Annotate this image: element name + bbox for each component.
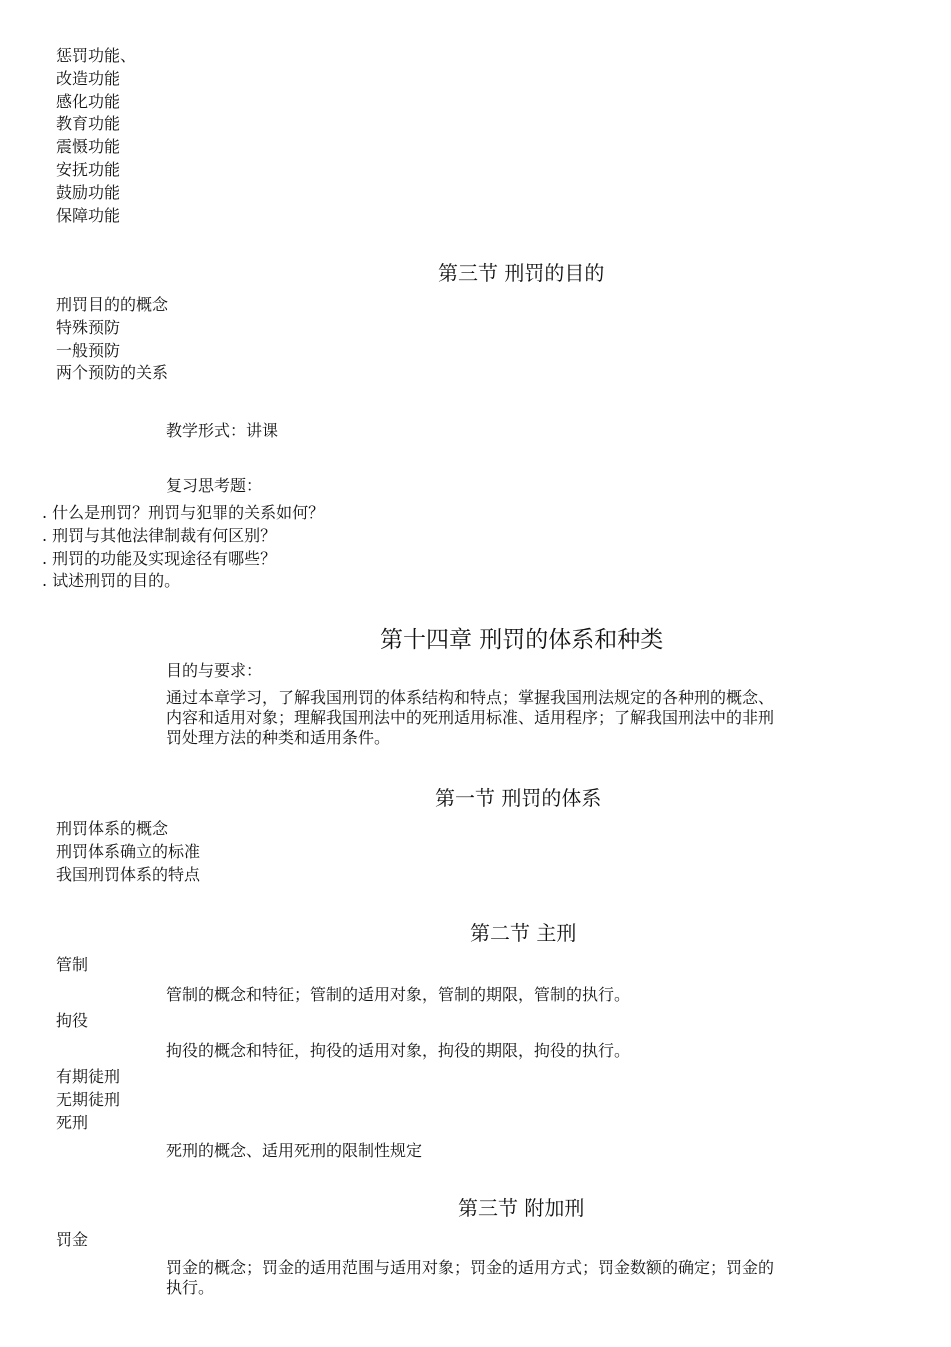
term-juyi: 拘役 <box>56 1011 89 1030</box>
system-list <box>56 818 200 886</box>
goal-label: 目的与要求： <box>166 661 263 680</box>
section-heading-purpose: 第三节 刑罚的目的 <box>438 261 605 285</box>
question-item: . 试述刑罚的目的。 <box>42 571 181 591</box>
question-item: . 刑罚的功能及实现途径有哪些？ <box>42 548 277 568</box>
paragraph-line: 执行。 <box>166 1278 215 1297</box>
section-heading-system: 第一节 刑罚的体系 <box>435 786 602 810</box>
review-questions <box>42 502 324 593</box>
chapter-title: 第十四章 刑罚的体系和种类 <box>380 627 664 653</box>
list-item: 保障功能 <box>56 205 121 225</box>
list-item: 特殊预防 <box>56 317 121 337</box>
section-heading-principal: 第二节 主刑 <box>470 921 577 945</box>
list-item: 有期徒刑 <box>56 1067 121 1086</box>
principal-list <box>56 1066 120 1134</box>
list-item: 震慑功能 <box>56 137 121 157</box>
paragraph-line: 内容和适用对象；理解我国刑法中的死刑适用标准、适用程序；了解我国刑法中的非刑 <box>166 708 775 727</box>
list-item: 刑罚体系的概念 <box>56 819 169 838</box>
list-item: 鼓励功能 <box>56 182 121 202</box>
juyi-description: 拘役的概念和特征，拘役的适用对象，拘役的期限，拘役的执行。 <box>166 1041 631 1060</box>
question-item: . 刑罚与其他法律制裁有何区别？ <box>42 525 277 545</box>
paragraph-line: 通过本章学习，了解我国刑罚的体系结构和特点；掌握我国刑法规定的各种刑的概念、 <box>166 688 775 707</box>
list-item: 我国刑罚体系的特点 <box>56 864 201 884</box>
list-item: 感化功能 <box>56 91 121 111</box>
functions-list <box>56 45 136 227</box>
question-item: . 什么是刑罚？刑罚与犯罪的关系如何？ <box>42 503 325 522</box>
section-heading-supplementary: 第三节 附加刑 <box>458 1196 585 1220</box>
list-item: 安抚功能 <box>56 159 121 179</box>
list-item: 刑罚目的的概念 <box>56 295 169 314</box>
list-item: 死刑 <box>56 1112 89 1132</box>
list-item: 教育功能 <box>56 114 121 134</box>
paragraph-line: 罚处理方法的种类和适用条件。 <box>166 728 391 747</box>
list-item: 改造功能 <box>56 68 121 88</box>
paragraph-line: 罚金的概念；罚金的适用范围与适用对象；罚金的适用方式；罚金数额的确定；罚金的 <box>166 1258 775 1277</box>
review-heading: 复习思考题： <box>166 476 263 495</box>
guanzhi-description: 管制的概念和特征；管制的适用对象，管制的期限，管制的执行。 <box>166 985 631 1004</box>
term-fajin: 罚金 <box>56 1230 89 1249</box>
list-item: 无期徒刑 <box>56 1089 121 1109</box>
list-item: 刑罚体系确立的标准 <box>56 841 201 861</box>
fajin-paragraph <box>166 1258 774 1298</box>
teaching-form: 教学形式：讲课 <box>166 421 279 440</box>
list-item: 惩罚功能、 <box>56 46 137 65</box>
list-item: 一般预防 <box>56 340 121 360</box>
goal-paragraph <box>166 688 774 748</box>
term-guanzhi: 管制 <box>56 955 89 974</box>
list-item: 两个预防的关系 <box>56 363 169 383</box>
purpose-list <box>56 294 168 385</box>
death-description: 死刑的概念、适用死刑的限制性规定 <box>166 1141 423 1160</box>
